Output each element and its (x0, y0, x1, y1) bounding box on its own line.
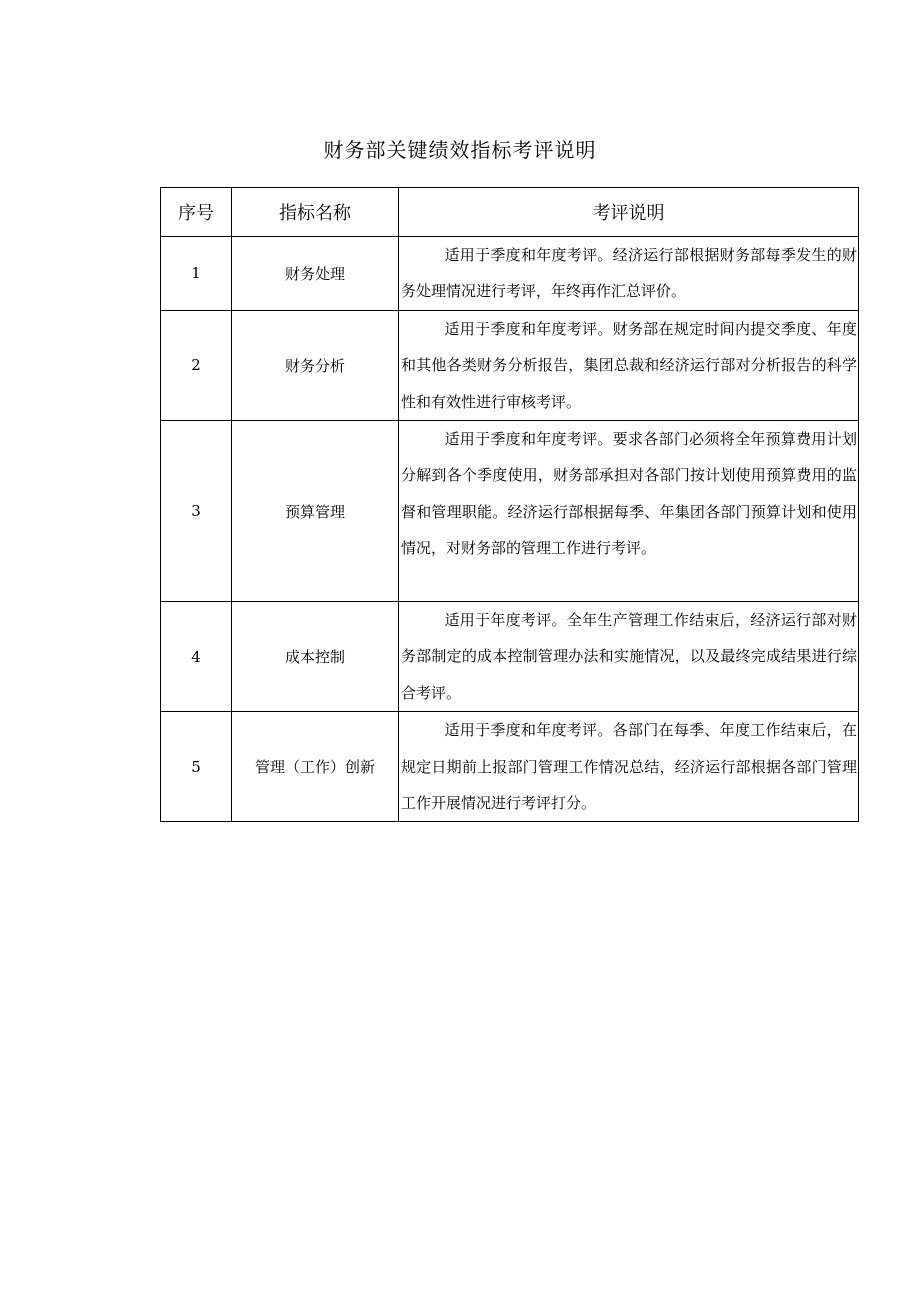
row-index: 1 (161, 237, 232, 311)
row-index: 5 (161, 712, 232, 822)
header-name: 指标名称 (232, 188, 399, 237)
row-index: 4 (161, 602, 232, 712)
row-description: 适用于季度和年度考评。各部门在每季、年度工作结束后，在规定日期前上报部门管理工作情况总结，经济运行部根据各部门管理工作开展情况进行考评打分。 (399, 712, 859, 822)
page-title: 财务部关键绩效指标考评说明 (323, 138, 597, 162)
row-indicator-name: 财务处理 (232, 237, 399, 311)
row-description: 适用于季度和年度考评。财务部在规定时间内提交季度、年度和其他各类财务分析报告，集团总裁和经济运行部对分析报告的科学性和有效性进行审核考评。 (399, 310, 859, 420)
header-description: 考评说明 (399, 188, 859, 237)
row-index: 2 (161, 310, 232, 420)
kpi-table (160, 187, 859, 822)
table-header-row (161, 188, 859, 237)
row-indicator-name: 管理（工作）创新 (232, 712, 399, 822)
row-description: 适用于年度考评。全年生产管理工作结束后，经济运行部对财务部制定的成本控制管理办法和实施情况，以及最终完成结果进行综合考评。 (399, 602, 859, 712)
table-row (161, 237, 859, 311)
row-indicator-name: 财务分析 (232, 310, 399, 420)
row-index: 3 (161, 421, 232, 602)
table-row (161, 310, 859, 420)
row-indicator-name: 预算管理 (232, 421, 399, 602)
table-row (161, 421, 859, 602)
table-row (161, 712, 859, 822)
row-indicator-name: 成本控制 (232, 602, 399, 712)
row-description: 适用于季度和年度考评。要求各部门必须将全年预算费用计划分解到各个季度使用，财务部承担对各部门按计划使用预算费用的监督和管理职能。经济运行部根据每季、年集团各部门预算计划和使用情况，对财务部的管理工作进行考评。 (399, 421, 859, 602)
header-index: 序号 (161, 188, 232, 237)
row-description: 适用于季度和年度考评。经济运行部根据财务部每季发生的财务处理情况进行考评，年终再作汇总评价。 (399, 237, 859, 311)
table-row (161, 602, 859, 712)
